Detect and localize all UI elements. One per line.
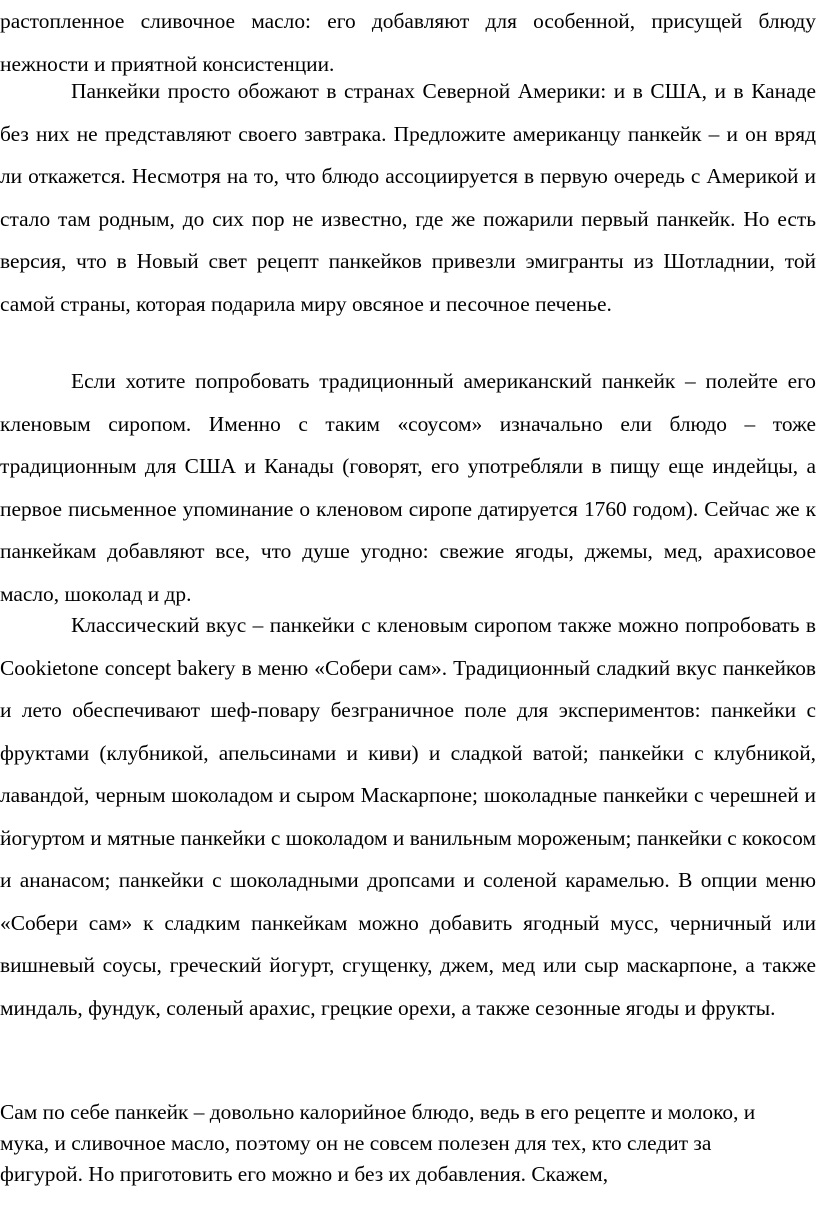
paragraph-calories: Сам по себе панкейк – довольно калорийное блюдо, ведь в его рецепте и молоко, и мука, и сливочное масло, поэтому он не совсем полезен для тех, кто следит за фигурой. Но приготовить его можно и без их добавления. Скажем, bbox=[0, 1100, 756, 1186]
paragraph-butter-continuation: растопленное сливочное масло: его добавляют для особенной, присущей блюду нежности и приятной консистенции. bbox=[0, 9, 816, 76]
paragraph-classic-taste: Классический вкус – панкейки с кленовым сиропом также можно попробовать в Cookietone concept bakery в меню «Собери сам». Традиционный сладкий вкус панкейков и лето обеспечивают шеф-повару безграничное поле для экспериментов: панкейки с фруктами (клубникой, апельсинами и киви) и сладкой ватой; панкейки с клубникой, лавандой, черным шоколадом и сыром Маскарпоне; шоколадные панкейки с черешней и йогуртом и мятные панкейки с шоколадом и ванильным мороженым; панкейки с кокосом и ананасом; панкейки с шоколадными дропсами и соленой карамелью. В опции меню «Собери сам» к сладким панкейкам можно добавить ягодный мусс, черничный или вишневый соусы, греческий йогурт, сгущенку, джем, мед или сыр маскарпоне, а также миндаль, фундук, соленый арахис, грецкие орехи, а также сезонные ягоды и фрукты. bbox=[0, 613, 816, 1020]
paragraph-maple-syrup: Если хотите попробовать традиционный американский панкейк – полейте его кленовым сиропом. Именно с таким «соусом» изначально ели блюдо – тоже традиционным для США и Канады (говорят, его употребляли в пищу еще индейцы, а первое письменное упоминание о кленовом сиропе датируется 1760 годом). Сейчас же к панкейкам добавляют все, что душе угодно: свежие ягоды, джемы, мед, арахисовое масло, шоколад и др. bbox=[0, 369, 816, 606]
paragraph-north-america: Панкейки просто обожают в странах Северной Америки: и в США, и в Канаде без них не представляют своего завтрака. Предложите американцу панкейк – и он вряд ли откажется. Несмотря на то, что блюдо ассоциируется в первую очередь с Америкой и стало там родным, до сих пор не известно, где же пожарили первый панкейк. Но есть версия, что в Новый свет рецепт панкейков привезли эмигранты из Шотладнии, той самой страны, которая подарила миру овсяное и песочное печенье. bbox=[0, 79, 816, 316]
